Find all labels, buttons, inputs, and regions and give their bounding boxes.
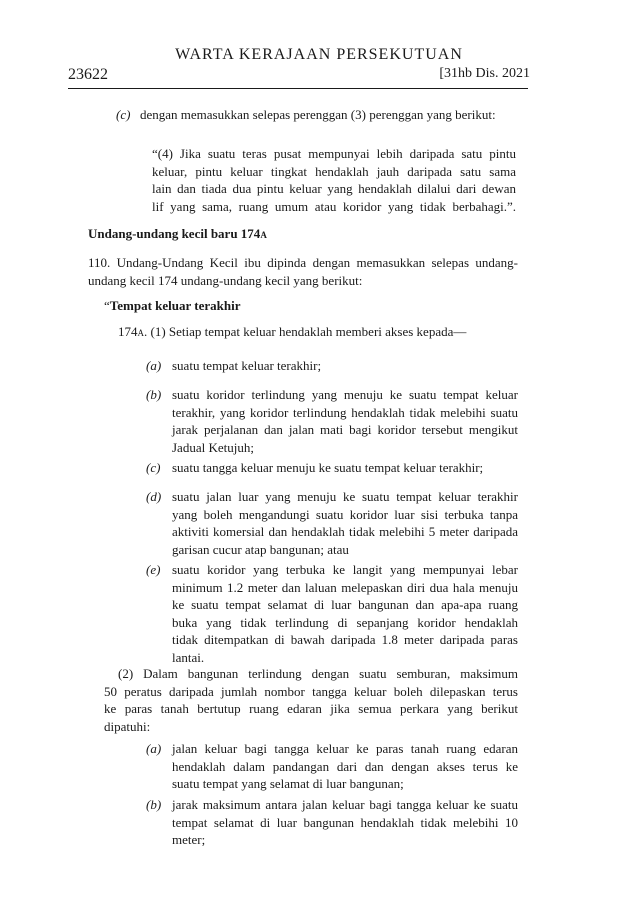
item-line: jalan keluar bagi tangga keluar ke paras tanah ruang edaran	[172, 741, 518, 756]
clause-c-label: (c)	[116, 107, 131, 122]
item-d-text	[172, 488, 518, 558]
section-heading	[88, 226, 267, 242]
item-line: hendaklah dalam pandangan dari dan dengan akses terus ke	[172, 758, 518, 774]
item-line: suatu koridor yang terbuka ke langit yang mempunyai lebar	[172, 562, 518, 577]
section-heading-suffix: A	[260, 230, 267, 240]
quote-line: lif yang sama, ruang umum atau koridor yang tidak berbahagi.”.	[152, 198, 516, 214]
issue-date: [31hb Dis. 2021	[439, 66, 530, 81]
subsection-2	[104, 665, 518, 735]
clause-c-line: dengan memasukkan selepas perenggan (3) perenggan yang berikut:	[140, 107, 496, 122]
page-number: 23622	[68, 66, 108, 83]
subheading	[104, 298, 241, 314]
item-line: ke suatu tempat selamat di luar bangunan dan apa-apa ruang	[172, 597, 518, 612]
item-line: minimum 1.2 meter dan laluan melepaskan diri dua hala menuju	[172, 579, 518, 595]
clause-c-text	[140, 106, 520, 124]
section-110-line: 110. Undang-Undang Kecil ibu dipinda dengan memasukkan selepas undang-	[88, 255, 518, 270]
item-line: suatu tempat keluar terakhir;	[172, 358, 322, 373]
item-line: suatu tempat yang selamat di luar bangunan;	[172, 776, 404, 791]
item-c-label: (c)	[146, 460, 161, 475]
subheading-quote: “	[104, 298, 110, 313]
item-e-text	[172, 561, 518, 666]
item-b-text	[172, 386, 518, 456]
item-line: tidak ditempatkan di bawah daripada 1.8 meter daripada paras	[172, 632, 518, 647]
item-line: Jadual Ketujuh;	[172, 439, 254, 455]
sub2-item-a-label: (a)	[146, 741, 162, 756]
item-line: suatu jalan luar yang menuju ke suatu tempat keluar terakhir	[172, 489, 518, 504]
subsection-2-line: 50 peratus daripada jumlah nombor tangga keluar boleh dilepaskan terus	[104, 683, 518, 699]
item-line: aktiviti komersial dan hendaklah tidak melebihi 5 meter daripada	[172, 524, 518, 539]
quote-paragraph-4	[152, 145, 516, 215]
item-a-label: (a)	[146, 358, 162, 373]
subsection-2-line: ke paras tanah bertutup ruang edaran jika semua perkara yang berikut	[104, 701, 518, 716]
sub2-item-b-label: (b)	[146, 797, 162, 812]
section-110-line: undang kecil 174 undang-undang kecil yang berikut:	[88, 272, 363, 288]
quote-line: lain dan tiada dua pintu keluar yang hendaklah dilalui dari dewan	[152, 181, 516, 196]
bylaw-num-suffix: A	[137, 328, 144, 338]
quote-line: keluar, pintu keluar tingkat hendaklah jauh daripada satu sama	[152, 163, 516, 179]
item-e-label: (e)	[146, 562, 161, 577]
quote-line: “(4) Jika suatu teras pusat mempunyai lebih daripada satu pintu	[152, 146, 516, 161]
subsection-2-line: (2) Dalam bangunan terlindung dengan suatu semburan, maksimum	[118, 666, 518, 681]
sub2-item-a-text	[172, 740, 518, 793]
item-line: suatu tangga keluar menuju ke suatu tempat keluar terakhir;	[172, 460, 484, 475]
item-line: suatu koridor terlindung yang menuju ke suatu tempat keluar	[172, 387, 518, 402]
item-line: garisan cucur atap bangunan; atau	[172, 541, 349, 557]
item-a-text	[172, 357, 518, 375]
item-line: meter;	[172, 832, 206, 847]
item-line: jarak maksimum antara jalan keluar bagi tangga keluar ke suatu	[172, 797, 518, 812]
item-line: terakhir, yang koridor terlindung hendaklah tidak melebihi suatu	[172, 404, 518, 420]
item-d-label: (d)	[146, 489, 162, 504]
header-rule	[68, 88, 528, 89]
item-c-text	[172, 459, 518, 477]
bylaw-intro-text: . (1) Setiap tempat keluar hendaklah memberi akses kepada—	[144, 324, 467, 339]
item-line: lantai.	[172, 649, 205, 665]
subsection-2-line: dipatuhi:	[104, 718, 151, 734]
gazette-title: WARTA KERAJAAN PERSEKUTUAN	[175, 46, 463, 63]
item-line: yang boleh mengandungi suatu koridor luar sisi terbuka tanpa	[172, 506, 518, 522]
subheading-text: Tempat keluar terakhir	[109, 298, 241, 313]
section-heading-text: Undang-undang kecil baru 174	[88, 226, 261, 241]
item-line: tempat selamat di luar bangunan hendaklah tidak melebihi 10	[172, 814, 518, 830]
bylaw-174a-intro	[118, 324, 466, 340]
item-b-label: (b)	[146, 387, 162, 402]
section-110	[88, 254, 518, 289]
item-line: buka yang tidak terlindung di sepanjang koridor hendaklah	[172, 614, 518, 630]
sub2-item-b-text	[172, 796, 518, 849]
item-line: jarak perjalanan dan jalan mati bagi koridor tersebut mengikut	[172, 422, 518, 437]
bylaw-num: 174	[118, 324, 138, 339]
